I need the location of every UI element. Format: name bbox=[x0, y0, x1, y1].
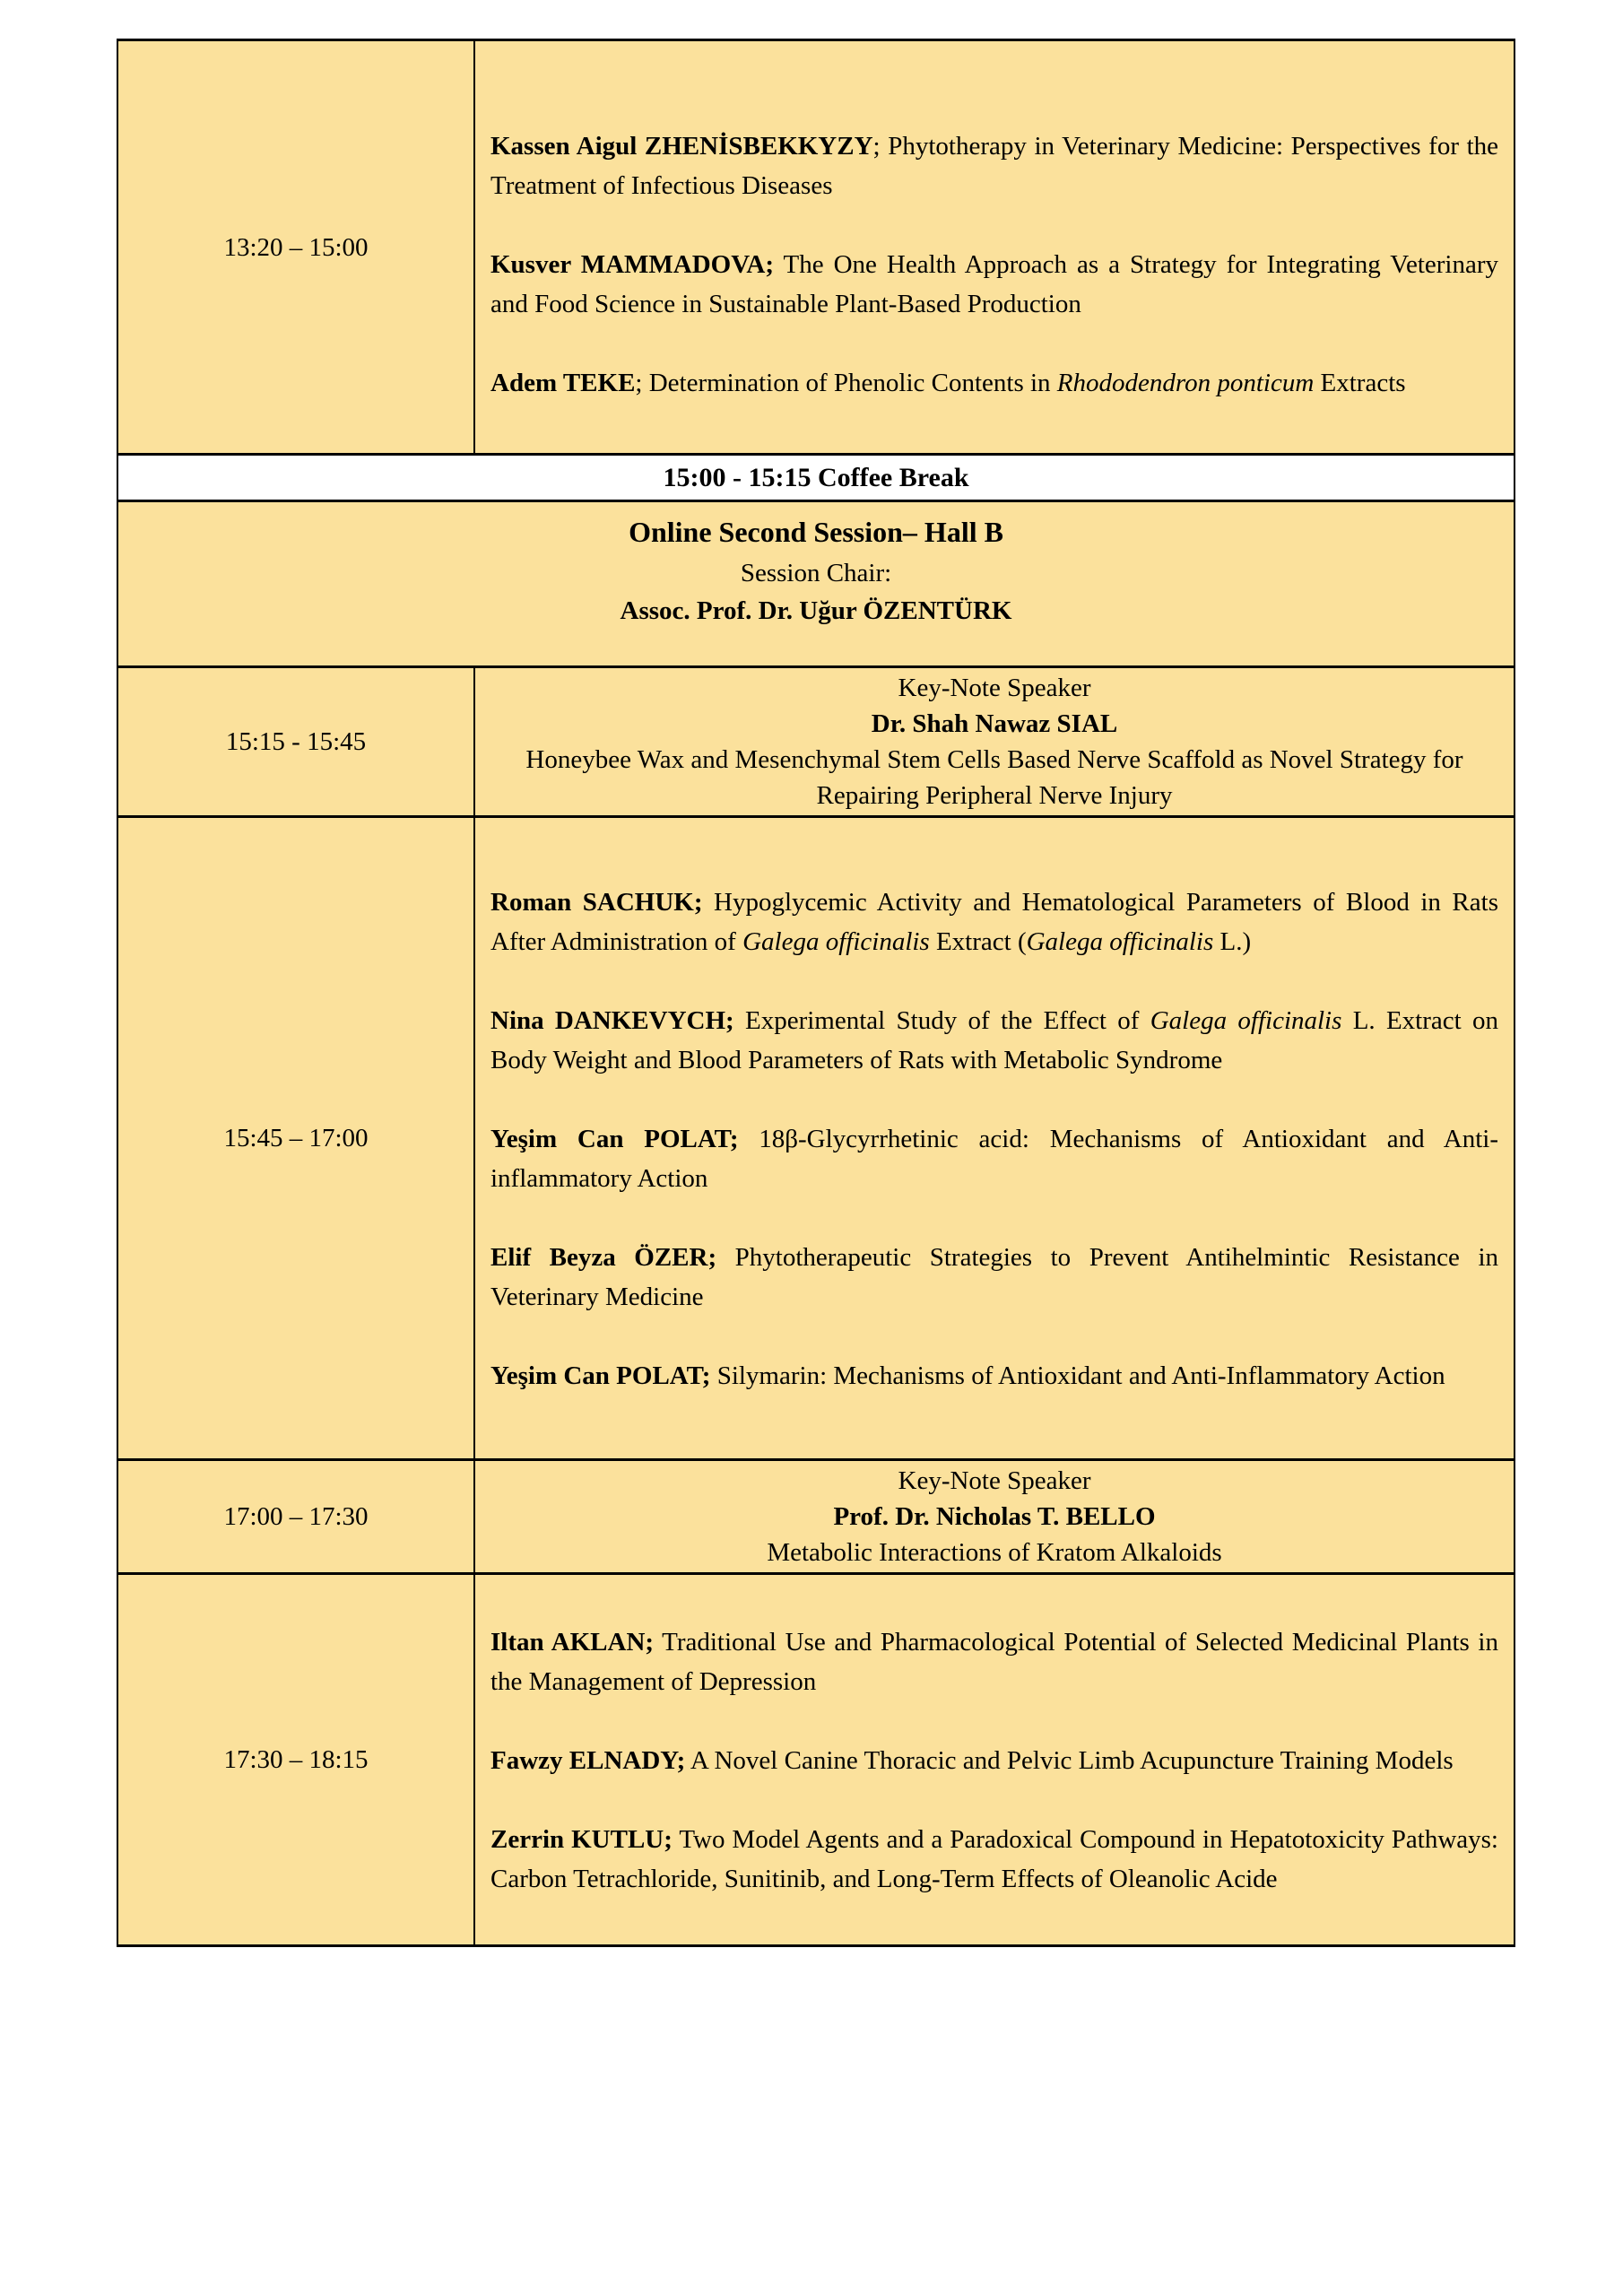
speaker-name: Kassen Aigul ZHENİSBEKKYZY bbox=[490, 131, 873, 161]
entry-text: Traditional Use and Pharmacological Potential of Selected Medicinal Plants in the Management of Depression bbox=[490, 1628, 1498, 1696]
session-entry bbox=[490, 1119, 1498, 1198]
session-entries-cell bbox=[474, 40, 1515, 455]
entry-text: 18β-Glycyrrhetinic acid: Mechanisms of Antioxidant and Anti-inflammatory Action bbox=[490, 1125, 1498, 1193]
speaker-name: Nina DANKEVYCH; bbox=[490, 1006, 734, 1035]
entry-text: Extracts bbox=[1314, 368, 1406, 397]
species-name-italic: Rhododendron ponticum bbox=[1056, 368, 1315, 397]
keynote-line: Key-Note Speaker bbox=[898, 1466, 1091, 1495]
time-cell: 15:45 – 17:00 bbox=[117, 817, 474, 1460]
time-cell: 17:00 – 17:30 bbox=[117, 1460, 474, 1574]
entry-text: Hypoglycemic Activity and Hematological Parameters of Blood in Rats After Administration of bbox=[490, 888, 1498, 956]
time-cell: 13:20 – 15:00 bbox=[117, 40, 474, 455]
speaker-name: Iltan AKLAN; bbox=[490, 1628, 655, 1657]
entry-text: A Novel Canine Thoracic and Pelvic Limb Acupuncture Training Models bbox=[685, 1746, 1454, 1775]
session-entry bbox=[490, 1001, 1498, 1080]
session-entry bbox=[490, 245, 1498, 324]
species-name-italic: Galega officinalis bbox=[1150, 1006, 1342, 1035]
session-entries-cell bbox=[474, 817, 1515, 1460]
program-table-body bbox=[117, 40, 1515, 1946]
keynote-speaker-name: Dr. Shah Nawaz SIAL bbox=[871, 709, 1118, 738]
table-row-header bbox=[117, 501, 1515, 667]
entry-text: ; Determination of Phenolic Contents in bbox=[635, 368, 1057, 397]
speaker-name: Adem TEKE bbox=[490, 368, 636, 397]
table-row-break bbox=[117, 455, 1515, 501]
species-name-italic: Galega officinalis bbox=[1026, 927, 1214, 956]
time-cell: 17:30 – 18:15 bbox=[117, 1574, 474, 1946]
entry-text: Extract ( bbox=[929, 927, 1027, 956]
keynote-cell bbox=[474, 1460, 1515, 1574]
entry-text: ; Phytotherapy in Veterinary Medicine: Perspectives for the Treatment of Infectious Diseases bbox=[490, 131, 1499, 200]
speaker-name: Kusver MAMMADOVA; bbox=[490, 249, 775, 279]
time-cell: 15:15 - 15:45 bbox=[117, 667, 474, 817]
entry-text: Silymarin: Mechanisms of Antioxidant and Anti-Inflammatory Action bbox=[710, 1361, 1445, 1390]
session-entry bbox=[490, 1356, 1498, 1396]
session-entry bbox=[490, 1622, 1498, 1701]
speaker-name: Yeşim Can POLAT; bbox=[490, 1361, 711, 1390]
coffee-break-cell: 15:00 - 15:15 Coffee Break bbox=[117, 455, 1515, 501]
speaker-name: Elif Beyza ÖZER; bbox=[490, 1243, 717, 1272]
session-entry bbox=[490, 1238, 1498, 1317]
entry-text: Two Model Agents and a Paradoxical Compound in Hepatotoxicity Pathways: Carbon Tetrachloride, Sunitinib, and Long-Term Effects of Oleanolic Acide bbox=[490, 1825, 1498, 1893]
session-entry bbox=[490, 363, 1498, 403]
keynote-line: Honeybee Wax and Mesenchymal Stem Cells Based Nerve Scaffold as Novel Strategy for Repairing Peripheral Nerve Injury bbox=[525, 745, 1463, 810]
entry-text: L. Extract on Body Weight and Blood Parameters of Rats with Metabolic Syndrome bbox=[490, 1006, 1498, 1074]
entry-text: The One Health Approach as a Strategy for Integrating Veterinary and Food Science in Sustainable Plant-Based Production bbox=[490, 249, 1498, 318]
entry-text: Phytotherapeutic Strategies to Prevent Antihelmintic Resistance in Veterinary Medicine bbox=[490, 1243, 1499, 1311]
table-row-session bbox=[117, 1574, 1515, 1946]
keynote-cell bbox=[474, 667, 1515, 817]
session-header-cell bbox=[117, 501, 1515, 667]
session-chair-name: Assoc. Prof. Dr. Uğur ÖZENTÜRK bbox=[620, 596, 1012, 625]
session-title: Online Second Session– Hall B bbox=[629, 516, 1003, 548]
entry-text: Experimental Study of the Effect of bbox=[733, 1006, 1150, 1035]
speaker-name: Yeşim Can POLAT; bbox=[490, 1125, 739, 1153]
table-row-session bbox=[117, 40, 1515, 455]
table-row-keynote bbox=[117, 667, 1515, 817]
species-name-italic: Galega officinalis bbox=[742, 927, 930, 956]
table-row-keynote bbox=[117, 1460, 1515, 1574]
speaker-name: Fawzy ELNADY; bbox=[490, 1746, 686, 1775]
table-row-session bbox=[117, 817, 1515, 1460]
session-chair-label: Session Chair: bbox=[740, 559, 892, 587]
session-entry bbox=[490, 883, 1498, 961]
session-entries-cell bbox=[474, 1574, 1515, 1946]
entry-text: L.) bbox=[1213, 927, 1252, 956]
keynote-line: Key-Note Speaker bbox=[898, 674, 1091, 702]
speaker-name: Roman SACHUK; bbox=[490, 888, 703, 917]
keynote-line: Metabolic Interactions of Kratom Alkaloids bbox=[767, 1538, 1222, 1567]
keynote-speaker-name: Prof. Dr. Nicholas T. BELLO bbox=[833, 1502, 1156, 1531]
session-entry bbox=[490, 1820, 1498, 1899]
session-entry bbox=[490, 126, 1498, 205]
program-schedule-table bbox=[117, 39, 1515, 1947]
speaker-name: Zerrin KUTLU; bbox=[490, 1825, 673, 1854]
session-entry bbox=[490, 1741, 1498, 1780]
